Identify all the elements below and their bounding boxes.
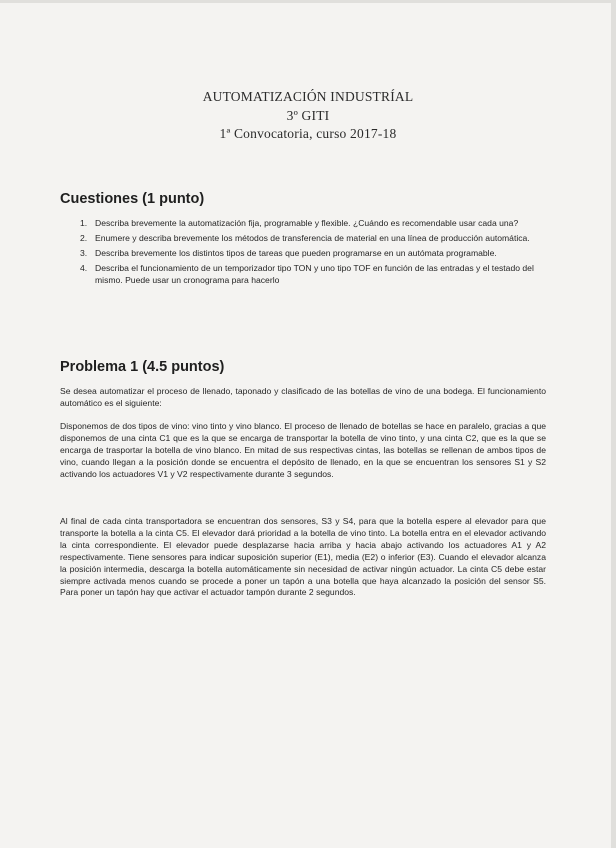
question-text: Describa brevemente la automatización fija, programable y flexible. ¿Cuándo es recomendable usar cada una? (95, 218, 519, 228)
cuestiones-list (60, 218, 546, 290)
exam-header (0, 88, 616, 144)
question-item (60, 218, 546, 230)
question-text: Enumere y describa brevemente los métodos de transferencia de material en una línea de producción automática. (95, 233, 530, 243)
question-item (60, 263, 546, 286)
question-item (60, 248, 546, 260)
problema1-heading: Problema 1 (4.5 puntos) (60, 359, 225, 375)
question-text: Describa el funcionamiento de un temporizador tipo TON y uno tipo TOF en función de las entradas y el testado del mismo. Puede usar un cronograma para hacerlo (95, 263, 534, 285)
problema1-paragraph: Disponemos de dos tipos de vino: vino tinto y vino blanco. El proceso de llenado de botellas se hace en paralelo, gracias a que disponemos de una cinta C1 que es la que se encarga de transportar la botella de vino tinto, y una cinta C2, que es la que se encarga de trasportar la botella de vino blanco. En mitad de sus respectivas cintas, las botellas se rellenan de ambos tipos de vino, cuando llegan a la posición donde se encuentra el depósito de llenado, en la que se encuentran los sensores S1 y S2 activando los actuadores V1 y V2 respectivamente durante 3 segundos. (60, 421, 546, 479)
course-title: AUTOMATIZACIÓN INDUSTRÍAL (202, 89, 414, 104)
question-number: 2. (80, 233, 88, 243)
question-number: 3. (80, 248, 88, 258)
question-number: 4. (80, 263, 88, 273)
problema1-paragraph: Al final de cada cinta transportadora se encuentran dos sensores, S3 y S4, para que la botella espere al elevador para que transporte la botella a la cinta C5. El elevador dará prioridad a la botella de vino tinto. La botella entra en el elevador activando la cinta correspondiente. El elevador puede desplazarse hacia arriba y hacia abajo activando los actuadores A1 y A2 respectivamente. Tiene sensores para indicar suposición superior (E1), media (E2) o inferior (E3). Cuando el elevador alcanza la posición intermedia, descarga la botella automáticamente sin necesidad de activar ningún actuador. La cinta C5 debe estar siempre activada menos cuando se procede a poner un tapón a una botella que haya alcanzado la posición del sensor S5. Para poner un tapón hay que activar el actuador tampón durante 2 segundos. (60, 516, 546, 598)
exam-session: 1ª Convocatoria, curso 2017-18 (219, 126, 397, 141)
question-item (60, 233, 546, 245)
question-number: 1. (80, 218, 88, 228)
problema1-intro: Se desea automatizar el proceso de llenado, taponado y clasificado de las botellas de vino de una bodega. El funcionamiento automático es el siguiente: (60, 386, 546, 408)
cuestiones-heading: Cuestiones (1 punto) (60, 191, 205, 207)
question-text: Describa brevemente los distintos tipos de tareas que pueden programarse en un autómata programable. (95, 248, 497, 258)
course-year: 3º GITI (286, 107, 330, 123)
scan-artifact (0, 0, 616, 3)
